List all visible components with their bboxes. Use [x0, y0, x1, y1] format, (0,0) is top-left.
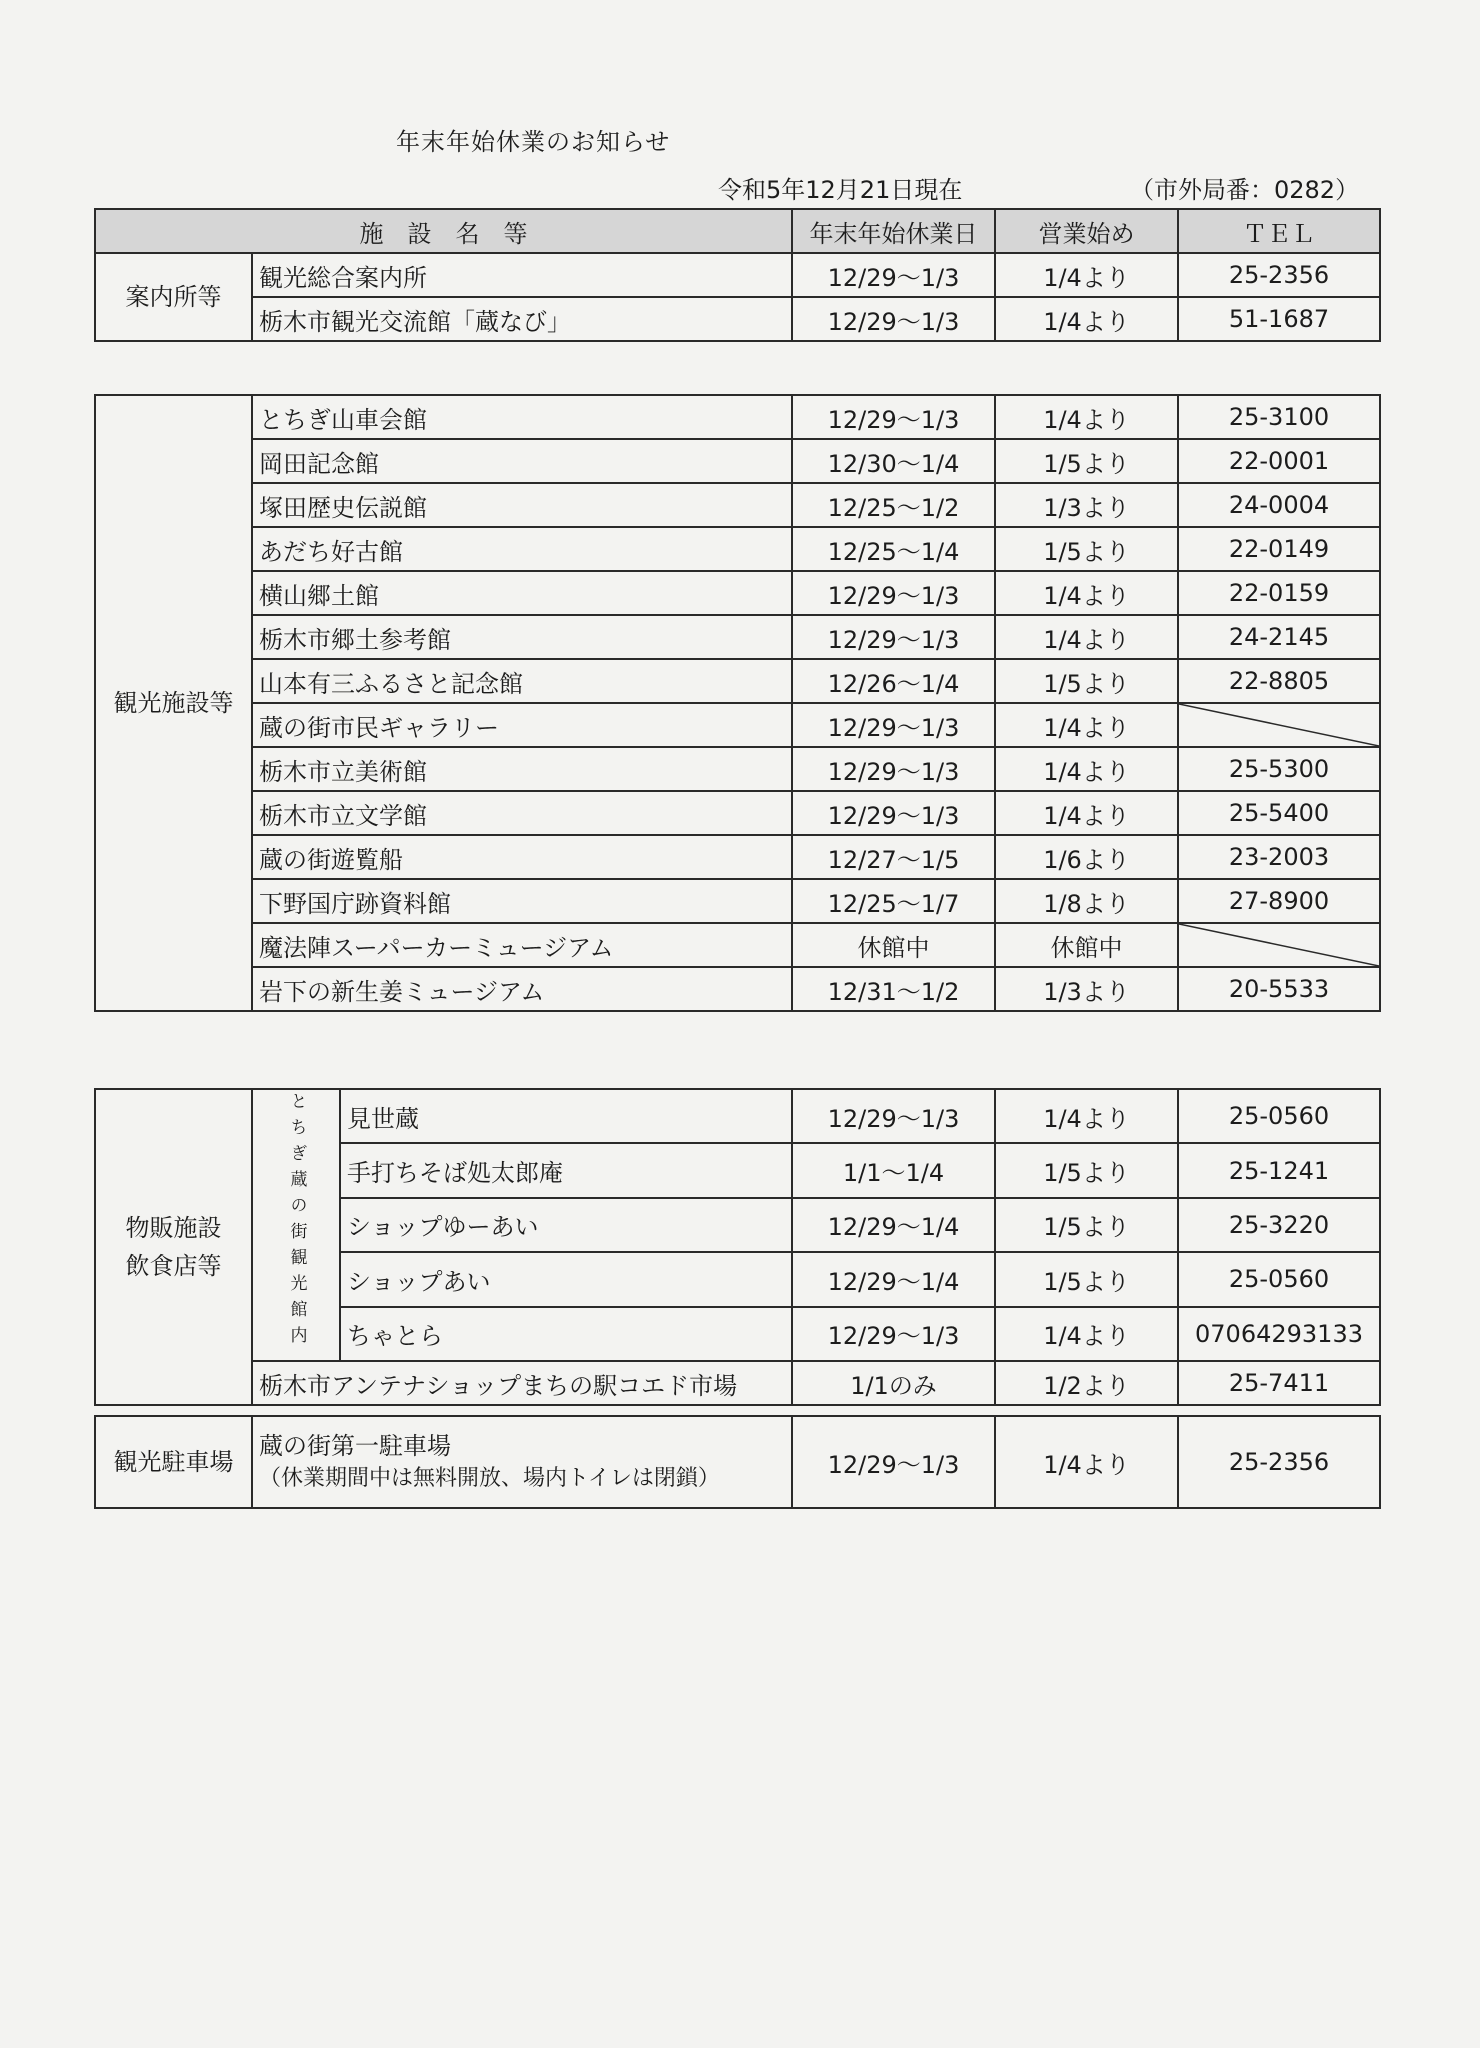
- diagonal-slash: [1179, 924, 1379, 966]
- facility-name: ショップゆーあい: [340, 1198, 792, 1252]
- facility-name: 観光総合案内所: [252, 253, 792, 297]
- reopen-date: 1/5より: [995, 527, 1178, 571]
- table-row: [95, 1416, 1380, 1508]
- closed-days: 12/30～1/4: [792, 439, 995, 483]
- facility-name: 魔法陣スーパーカーミュージアム: [252, 923, 792, 967]
- facility-name: 栃木市アンテナショップまちの駅コエド市場: [252, 1361, 792, 1405]
- facility-name: 塚田歴史伝説館: [252, 483, 792, 527]
- reopen-date: 1/4より: [995, 791, 1178, 835]
- tel-number: 25-3100: [1178, 395, 1380, 439]
- table-row: [95, 967, 1380, 1011]
- reopen-date: 1/4より: [995, 1089, 1178, 1143]
- closed-days: 12/29～1/3: [792, 703, 995, 747]
- reopen-date: 1/4より: [995, 1416, 1178, 1508]
- table-row: [95, 879, 1380, 923]
- facility-name: 横山郷土館: [252, 571, 792, 615]
- closed-days: 12/25～1/7: [792, 879, 995, 923]
- closed-days: 12/29～1/3: [792, 1089, 995, 1143]
- tel-number: 25-2356: [1178, 253, 1380, 297]
- closed-days: 12/26～1/4: [792, 659, 995, 703]
- facility-name: 栃木市観光交流館「蔵なび」: [252, 297, 792, 341]
- tel-number: 25-7411: [1178, 1361, 1380, 1405]
- facility-name: 山本有三ふるさと記念館: [252, 659, 792, 703]
- tel-number: 51-1687: [1178, 297, 1380, 341]
- tel-number: 25-0560: [1178, 1089, 1380, 1143]
- facility-name: 蔵の街遊覧船: [252, 835, 792, 879]
- closed-days: 12/29～1/3: [792, 297, 995, 341]
- subgroup-label: [252, 1089, 340, 1361]
- tel-number: 25-3220: [1178, 1198, 1380, 1252]
- reopen-date: 1/4より: [995, 615, 1178, 659]
- facility-name: ちゃとら: [340, 1307, 792, 1361]
- reopen-date: 1/3より: [995, 967, 1178, 1011]
- tel-number: 25-5400: [1178, 791, 1380, 835]
- tel-number: 22-0159: [1178, 571, 1380, 615]
- tel-number: 22-0001: [1178, 439, 1380, 483]
- reopen-date: 1/4より: [995, 703, 1178, 747]
- table-row: [95, 747, 1380, 791]
- tel-number: 25-0560: [1178, 1252, 1380, 1306]
- category-shops-line2: 飲食店等: [125, 1252, 222, 1280]
- facility-name: 栃木市立美術館: [252, 747, 792, 791]
- reopen-date: 1/2より: [995, 1361, 1178, 1405]
- category-tourism: 観光施設等: [95, 395, 252, 1011]
- category-info: 案内所等: [95, 253, 252, 341]
- reopen-date: 1/4より: [995, 1307, 1178, 1361]
- category-shops-line1: 物販施設: [125, 1213, 222, 1242]
- table-row: [95, 395, 1380, 439]
- closed-days: 12/29～1/3: [792, 1416, 995, 1508]
- tel-blank-cell: [1178, 923, 1380, 967]
- closed-days: 12/29～1/3: [792, 615, 995, 659]
- table-row: [95, 483, 1380, 527]
- reopen-date: 1/8より: [995, 879, 1178, 923]
- facility-name: 栃木市立文学館: [252, 791, 792, 835]
- header-tel: ＴＥＬ: [1178, 209, 1380, 253]
- facility-note: （休業期間中は無料開放、場内トイレは閉鎖）: [259, 1466, 720, 1492]
- tel-number: 20-5533: [1178, 967, 1380, 1011]
- tel-number: 25-2356: [1178, 1416, 1380, 1508]
- tel-number: 22-0149: [1178, 527, 1380, 571]
- reopen-date: 1/4より: [995, 253, 1178, 297]
- table-row: [95, 297, 1380, 341]
- closed-days: 12/29～1/3: [792, 253, 995, 297]
- reopen-date: 1/4より: [995, 395, 1178, 439]
- header-closed: 年末年始休業日: [792, 209, 995, 253]
- table-row: [95, 835, 1380, 879]
- shops-table: [94, 1088, 1381, 1406]
- table-row: [95, 615, 1380, 659]
- tel-number: 07064293133: [1178, 1307, 1380, 1361]
- closed-days: 1/1のみ: [792, 1361, 995, 1405]
- table-row: [95, 659, 1380, 703]
- tel-number: 24-0004: [1178, 483, 1380, 527]
- table-row: [95, 923, 1380, 967]
- table-row: [95, 1089, 1380, 1143]
- facility-name: 岩下の新生姜ミュージアム: [252, 967, 792, 1011]
- diagonal-slash: [1179, 704, 1379, 746]
- page-title: 年末年始休業のお知らせ: [396, 128, 671, 156]
- info-table: [94, 208, 1381, 342]
- facility-name: 見世蔵: [340, 1089, 792, 1143]
- table-row: [95, 571, 1380, 615]
- closed-days: 12/29～1/4: [792, 1252, 995, 1306]
- facility-name: 蔵の街市民ギャラリー: [252, 703, 792, 747]
- facility-name: とちぎ山車会館: [252, 395, 792, 439]
- tel-number: 22-8805: [1178, 659, 1380, 703]
- reopen-date: 1/5より: [995, 439, 1178, 483]
- tel-number: 23-2003: [1178, 835, 1380, 879]
- reopen-date: 休館中: [995, 923, 1178, 967]
- facility-name: 岡田記念館: [252, 439, 792, 483]
- closed-days: 12/29～1/3: [792, 1307, 995, 1361]
- closed-days: 12/29～1/3: [792, 395, 995, 439]
- closed-days: 12/25～1/4: [792, 527, 995, 571]
- reopen-date: 1/4より: [995, 571, 1178, 615]
- closed-days: 1/1～1/4: [792, 1143, 995, 1197]
- tel-number: 24-2145: [1178, 615, 1380, 659]
- reopen-date: 1/3より: [995, 483, 1178, 527]
- closed-days: 12/29～1/3: [792, 791, 995, 835]
- closed-days: 12/29～1/3: [792, 747, 995, 791]
- table-row: [95, 791, 1380, 835]
- category-shops: [95, 1089, 252, 1405]
- as-of-date: 令和5年12月21日現在: [718, 176, 963, 204]
- reopen-date: 1/6より: [995, 835, 1178, 879]
- reopen-date: 1/5より: [995, 1198, 1178, 1252]
- table-row: [95, 527, 1380, 571]
- parking-table: [94, 1415, 1381, 1509]
- facility-name-cell: [252, 1416, 792, 1508]
- area-code: （市外局番：0282）: [1130, 176, 1360, 204]
- facility-name: 手打ちそば処太郎庵: [340, 1143, 792, 1197]
- tel-blank-cell: [1178, 703, 1380, 747]
- tel-number: 25-5300: [1178, 747, 1380, 791]
- tourism-table: [94, 394, 1381, 1012]
- reopen-date: 1/5より: [995, 659, 1178, 703]
- tel-number: 25-1241: [1178, 1143, 1380, 1197]
- tel-number: 27-8900: [1178, 879, 1380, 923]
- reopen-date: 1/5より: [995, 1252, 1178, 1306]
- closed-days: 12/29～1/3: [792, 571, 995, 615]
- facility-name: あだち好古館: [252, 527, 792, 571]
- reopen-date: 1/4より: [995, 297, 1178, 341]
- table-row: [95, 439, 1380, 483]
- closed-days: 休館中: [792, 923, 995, 967]
- header-name: 施 設 名 等: [95, 209, 792, 253]
- subgroup-text: とちぎ蔵の街観光館内: [286, 1092, 307, 1352]
- closed-days: 12/27～1/5: [792, 835, 995, 879]
- facility-name: ショップあい: [340, 1252, 792, 1306]
- header-open: 営業始め: [995, 209, 1178, 253]
- facility-name: 蔵の街第一駐車場: [259, 1431, 451, 1460]
- table-row: [95, 1361, 1380, 1405]
- facility-name: 栃木市郷土参考館: [252, 615, 792, 659]
- facility-name: 下野国庁跡資料館: [252, 879, 792, 923]
- table-header: [95, 209, 1380, 253]
- closed-days: 12/31～1/2: [792, 967, 995, 1011]
- table-row: [95, 703, 1380, 747]
- table-row: [95, 253, 1380, 297]
- closed-days: 12/29～1/4: [792, 1198, 995, 1252]
- closed-days: 12/25～1/2: [792, 483, 995, 527]
- category-parking: 観光駐車場: [95, 1416, 252, 1508]
- reopen-date: 1/5より: [995, 1143, 1178, 1197]
- reopen-date: 1/4より: [995, 747, 1178, 791]
